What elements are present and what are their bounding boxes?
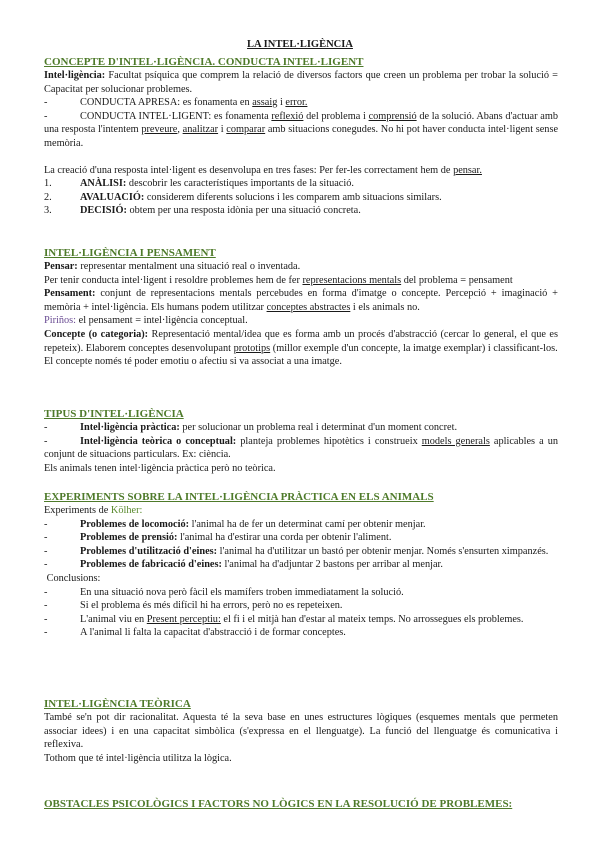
text: planteja problemes hipotètics i construeix	[236, 435, 422, 447]
paragraph	[44, 504, 558, 518]
section-theoretical	[44, 697, 558, 765]
term: Problemes de locomoció:	[80, 518, 190, 530]
underlined-text: comparar	[226, 124, 266, 136]
paragraph	[44, 260, 558, 274]
term: Intel·ligència:	[44, 70, 106, 81]
numbered-item	[44, 191, 558, 205]
text: amb situacions conegudes. No hi pot haver conducta intel·ligent sense memòria.	[44, 124, 559, 149]
term: ANÀLISI:	[80, 178, 127, 190]
paragraph: Tothom que té intel·ligència utilitza la lògica.	[44, 752, 232, 764]
text: Representació mental/idea que es forma amb un procés d'abstracció (cercar lo general, el que es repeteix). Elaborem conceptes desenvolupant	[44, 328, 558, 354]
paragraph: El concepte només té poder emotiu o afectiu si va associat a una imatge.	[44, 356, 342, 368]
text: del problema i	[303, 110, 369, 122]
text: i	[277, 97, 286, 109]
text: i els animals no.	[350, 301, 420, 313]
text: CONDUCTA APRESA: es fonamenta en	[80, 97, 253, 109]
conclusion-item: - En una situació nova però fàcil els mamífers troben immediatament la solució.	[44, 586, 558, 600]
section-types	[44, 407, 558, 475]
underlined-text: reflexió	[271, 110, 304, 122]
paragraph	[44, 314, 558, 328]
section-thinking	[44, 246, 558, 369]
text: l'animal ha d'adjuntar 2 bastons per arribar al menjar.	[221, 559, 443, 571]
underlined-text: error.	[285, 97, 308, 109]
paragraph	[44, 287, 558, 314]
text: Experiments de	[44, 505, 111, 516]
text: el pensament = intel·ligència conceptual.	[76, 315, 248, 327]
text: ,	[177, 124, 183, 136]
text: el fi i el mitjà han d'estar al mateix temps. No arrossegues els problemes.	[220, 613, 524, 625]
text: A l'animal li falta la capacitat d'abstracció i de formar conceptes.	[80, 627, 346, 639]
term: Problemes de fabricació d'eines:	[80, 559, 222, 571]
section-heading: CONCEPTE D'INTEL·LIGÈNCIA. CONDUCTA INTEL·LIGENT	[44, 56, 364, 68]
text: La creació d'una resposta intel·ligent es desenvolupa en tres fases: Per fer-les correctament hem de	[44, 164, 454, 176]
bullet-item: - Intel·ligència teòrica o conceptual: planteja problemes hipotètics i construeix models generals aplicables a un conjunt de situacions particulars. Ex: ciència.	[44, 435, 558, 461]
text: l'animal ha de fer un determinat camí per obtenir menjar.	[189, 518, 426, 530]
text: l'animal ha d'estirar una corda per obtenir l'aliment.	[177, 532, 392, 544]
text: l'animal ha d'utilitzar un bastó per obtenir menjar. Només s'ensurten ximpanzés.	[217, 545, 549, 557]
term: AVALUACIÓ:	[80, 191, 145, 203]
text: Per tenir conducta intel·ligent i resoldre problemes hem de fer	[44, 274, 303, 286]
underlined-text: representacions mentals	[302, 274, 402, 286]
term: Intel·ligència teòrica o conceptual:	[80, 435, 237, 447]
item-number: 3.	[44, 205, 52, 217]
text: del problema = pensament	[401, 274, 513, 286]
text: CONDUCTA INTEL·LIGENT: es fonamenta	[80, 110, 272, 122]
underlined-text: comprensió	[368, 110, 417, 122]
underlined-text: assaig	[252, 97, 278, 109]
definition-paragraph	[44, 69, 558, 96]
conclusion-item: - Si el problema és més difícil hi ha errors, però no es repeteixen.	[44, 599, 558, 613]
bullet-item: - CONDUCTA APRESA: es fonamenta en assaig i error.	[44, 97, 308, 109]
section-experiments	[44, 490, 558, 640]
section-heading: OBSTACLES PSICOLÒGICS I FACTORS NO LÒGICS EN LA RESOLUCIÓ DE PROBLEMES:	[44, 798, 513, 810]
bullet-item: - Problemes de fabricació d'eines: l'animal ha d'adjuntar 2 bastons per arribar al menjar.	[44, 559, 443, 571]
conclusions-label: Conclusions:	[44, 572, 101, 584]
section-obstacles	[44, 797, 558, 811]
underlined-text: preveure	[141, 124, 178, 136]
term: Concepte (o categoria):	[44, 328, 149, 340]
underlined-text: Present perceptiu:	[146, 613, 221, 625]
numbered-item	[44, 204, 558, 218]
text: descobrir les característiques importants de la situació.	[126, 178, 354, 190]
section-heading: EXPERIMENTS SOBRE LA INTEL·LIGÈNCIA PRÀCTICA EN ELS ANIMALS	[44, 491, 434, 503]
text: representar mentalment una situació real o inventada.	[77, 261, 301, 272]
item-number: 2.	[44, 191, 52, 203]
text: Facultat psíquica que comprem la relació de diversos factors que creen un problema per trobar la solució = Capacitat per solucionar problemes.	[44, 70, 558, 95]
bullet-item: - CONDUCTA INTEL·LIGENT: es fonamenta reflexió del problema i comprensió de la solució. Abans d'actuar amb una resposta l'intentem preveure, analitzar i comparar amb situacions conegudes. No hi pot haver conducta intel·ligent sense memòria.	[44, 110, 559, 149]
bullet-item: - Problemes d'utilització d'eines: l'animal ha d'utilitzar un bastó per obtenir menjar. Només s'ensurten ximpanzés.	[44, 545, 549, 557]
paragraph: També se'n pot dir racionalitat. Aquesta té la seva base en unes estructures lògiques (esquemes mentals que permeten associar idees) i en una capacitat simbòlica (s'expressa en el llenguatge). La funció del llenguatge és comunicativa i reflexiva.	[44, 712, 558, 751]
underlined-text: conceptes abstractes	[266, 301, 351, 313]
term: DECISIÓ:	[80, 205, 127, 217]
text: per solucionar un problema real i determinat d'un moment concret.	[179, 422, 458, 433]
paragraph	[44, 274, 558, 288]
text: considerem diferents solucions i les comparem amb situacions similars.	[144, 191, 442, 203]
author-name: Piriños:	[44, 315, 77, 327]
term: Problemes d'utilització d'eines:	[80, 545, 218, 557]
text: i	[218, 124, 227, 136]
bullet-item: - Problemes de prensió: l'animal ha d'estirar una corda per obtenir l'aliment.	[44, 532, 392, 544]
underlined-text: models generals	[421, 435, 490, 447]
section-heading: TIPUS D'INTEL·LIGÈNCIA	[44, 408, 184, 420]
section-heading: INTEL·LIGÈNCIA TEÒRICA	[44, 698, 191, 710]
text: de la solució. Abans d'actuar amb una resposta l'intentem	[44, 110, 558, 136]
text: (millor exemple d'un concepte, la imatge exemplar) i classificant-los.	[270, 342, 558, 354]
text: Si el problema és més difícil hi ha errors, però no es repeteixen.	[80, 600, 343, 612]
item-number: 1.	[44, 178, 52, 190]
numbered-item	[44, 177, 558, 191]
text: conjunt de representacions mentals percebudes en forma d'imatge o concepte. Percepció + imaginació + memòria + intel·ligència. Els humans podem utilitzar	[44, 288, 558, 313]
term: Intel·ligència pràctica:	[80, 422, 180, 433]
section-concept	[44, 55, 558, 218]
text: En una situació nova però fàcil els mamífers troben immediatament la solució.	[80, 586, 404, 598]
phases-paragraph	[44, 164, 558, 178]
document-title: LA INTEL·LIGÈNCIA	[247, 39, 353, 50]
conclusion-item: - A l'animal li falta la capacitat d'abstracció i de formar conceptes.	[44, 626, 558, 640]
text: L'animal viu en	[80, 613, 147, 625]
bullet-item: - Problemes de locomoció: l'animal ha de fer un determinat camí per obtenir menjar.	[44, 518, 426, 530]
underlined-text: prototips	[233, 342, 271, 354]
author-name: Kölher:	[110, 505, 143, 516]
term: Problemes de prensió:	[80, 532, 178, 544]
underlined-text: pensar.	[453, 164, 482, 176]
term: Pensament:	[44, 288, 96, 300]
paragraph	[44, 328, 558, 355]
section-heading: INTEL·LIGÈNCIA I PENSAMENT	[44, 247, 216, 259]
underlined-text: analitzar	[182, 124, 219, 136]
paragraph: Els animals tenen intel·ligència pràctica però no teòrica.	[44, 462, 276, 474]
bullet-item: - Intel·ligència pràctica: per solucionar un problema real i determinat d'un moment concret.	[44, 422, 458, 433]
term: Pensar:	[44, 261, 78, 272]
text: obtem per una resposta idònia per una situació concreta.	[126, 205, 361, 217]
text: aplicables a un conjunt de situacions particulars. Ex: ciència.	[44, 435, 558, 461]
conclusion-item: - L'animal viu en Present perceptiu: el fi i el mitjà han d'estar al mateix temps. No arrossegues els problemes.	[44, 613, 524, 625]
